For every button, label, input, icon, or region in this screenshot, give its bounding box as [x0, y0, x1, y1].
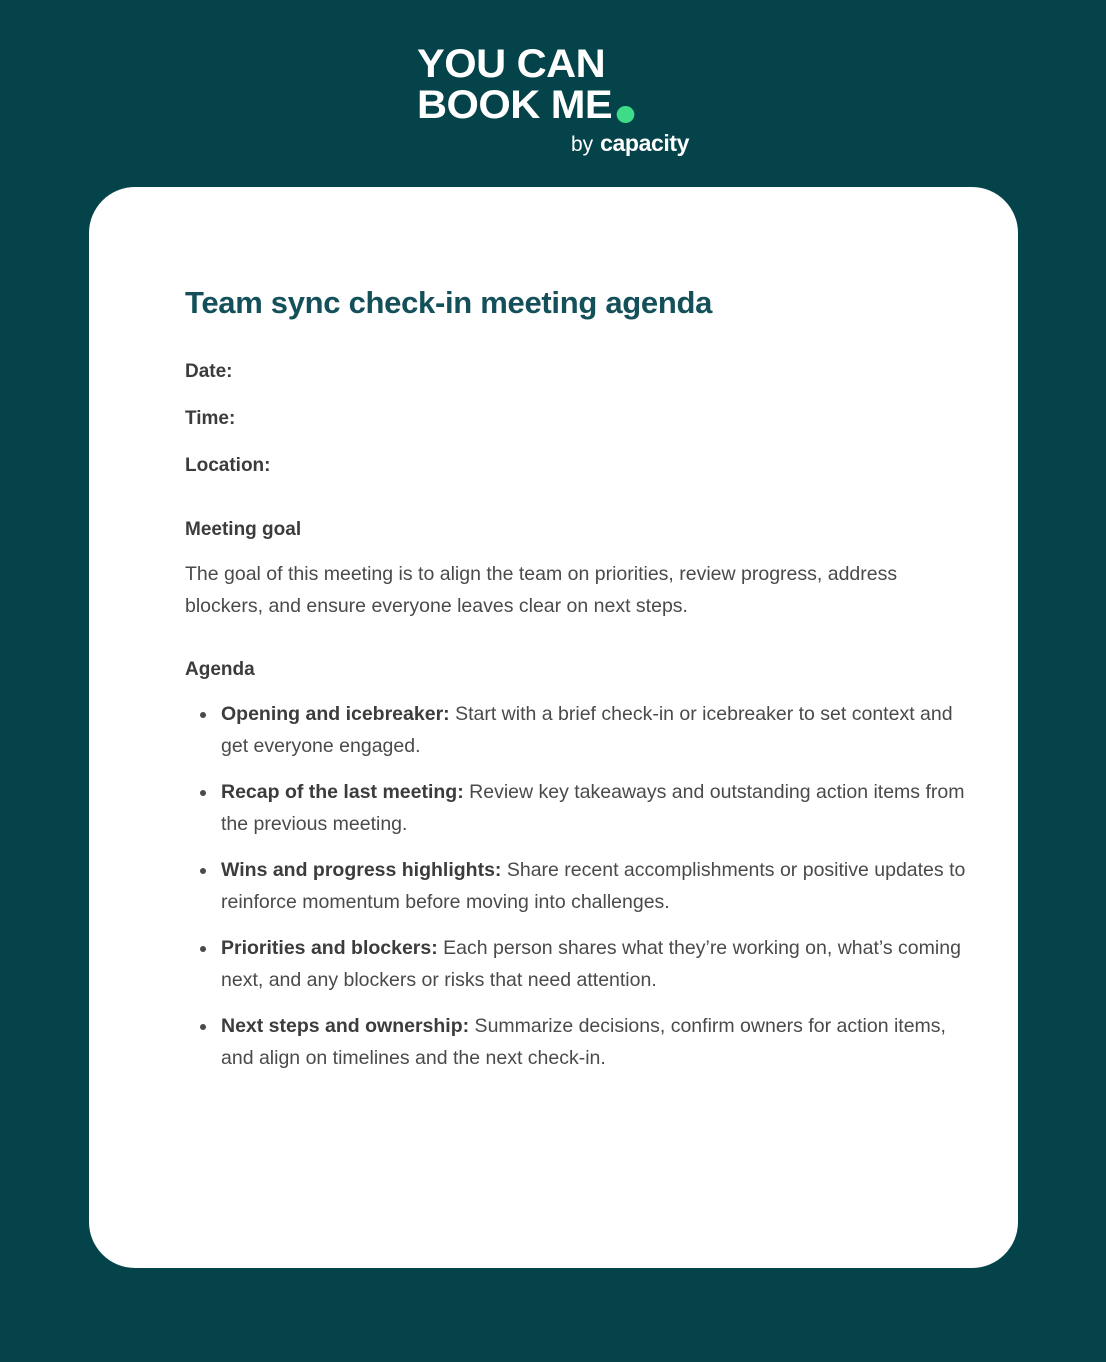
- logo-tagline: [571, 130, 689, 157]
- meta-time-label: Time:: [185, 408, 236, 429]
- meeting-goal-text: The goal of this meeting is to align the team on priorities, review progress, address blockers, and ensure everyone leaves clear on next steps.: [185, 563, 898, 617]
- logo-tagline-name: capacity: [600, 130, 689, 156]
- bullet-icon: [200, 946, 206, 952]
- agenda-card: [89, 187, 1018, 1268]
- list-item-label: Priorities and blockers:: [221, 937, 438, 959]
- list-item: [185, 932, 975, 996]
- list-item-text: Summarize decisions, confirm owners for action items, and align on timelines and the next check-in.: [221, 1015, 946, 1069]
- meeting-goal-heading: Meeting goal: [185, 519, 302, 540]
- brand-header: [0, 0, 1106, 187]
- bullet-icon: [200, 790, 206, 796]
- logo-line-two: BOOK ME: [417, 83, 613, 127]
- list-item-label: Recap of the last meeting:: [221, 781, 464, 803]
- list-item-text: Start with a brief check-in or icebreaker to set context and get everyone engaged.: [221, 703, 953, 757]
- list-item: [185, 698, 975, 762]
- agenda-heading: Agenda: [185, 659, 255, 680]
- page-title: Team sync check-in meeting agenda: [185, 285, 713, 320]
- list-item-label: Next steps and ownership:: [221, 1015, 470, 1037]
- list-item-label: Opening and icebreaker:: [221, 703, 450, 725]
- logo-line-one: YOU CAN: [417, 42, 606, 86]
- list-item: [185, 1010, 975, 1074]
- list-item-text: Each person shares what they’re working on, what’s coming next, and any blockers or risks that need attention.: [221, 937, 961, 991]
- list-item: [185, 776, 975, 840]
- logo-tagline-prefix: by: [570, 133, 594, 156]
- list-item-text: Review key takeaways and outstanding action items from the previous meeting.: [221, 781, 965, 835]
- meta-location-label: Location:: [185, 455, 271, 476]
- list-item-label: Wins and progress highlights:: [221, 859, 502, 881]
- bullet-icon: [200, 1024, 206, 1030]
- list-item: [185, 854, 975, 918]
- meta-date-label: Date:: [185, 361, 233, 382]
- agenda-list: [185, 698, 975, 1074]
- logo-line-two-row: [417, 85, 634, 126]
- youcanbookme-logo[interactable]: [417, 44, 689, 157]
- bullet-icon: [200, 712, 206, 718]
- green-dot-icon: [616, 106, 634, 123]
- list-item-text: Share recent accomplishments or positive updates to reinforce momentum before moving into challenges.: [221, 859, 966, 913]
- agenda-card-content: [89, 187, 975, 1074]
- bullet-icon: [200, 868, 206, 874]
